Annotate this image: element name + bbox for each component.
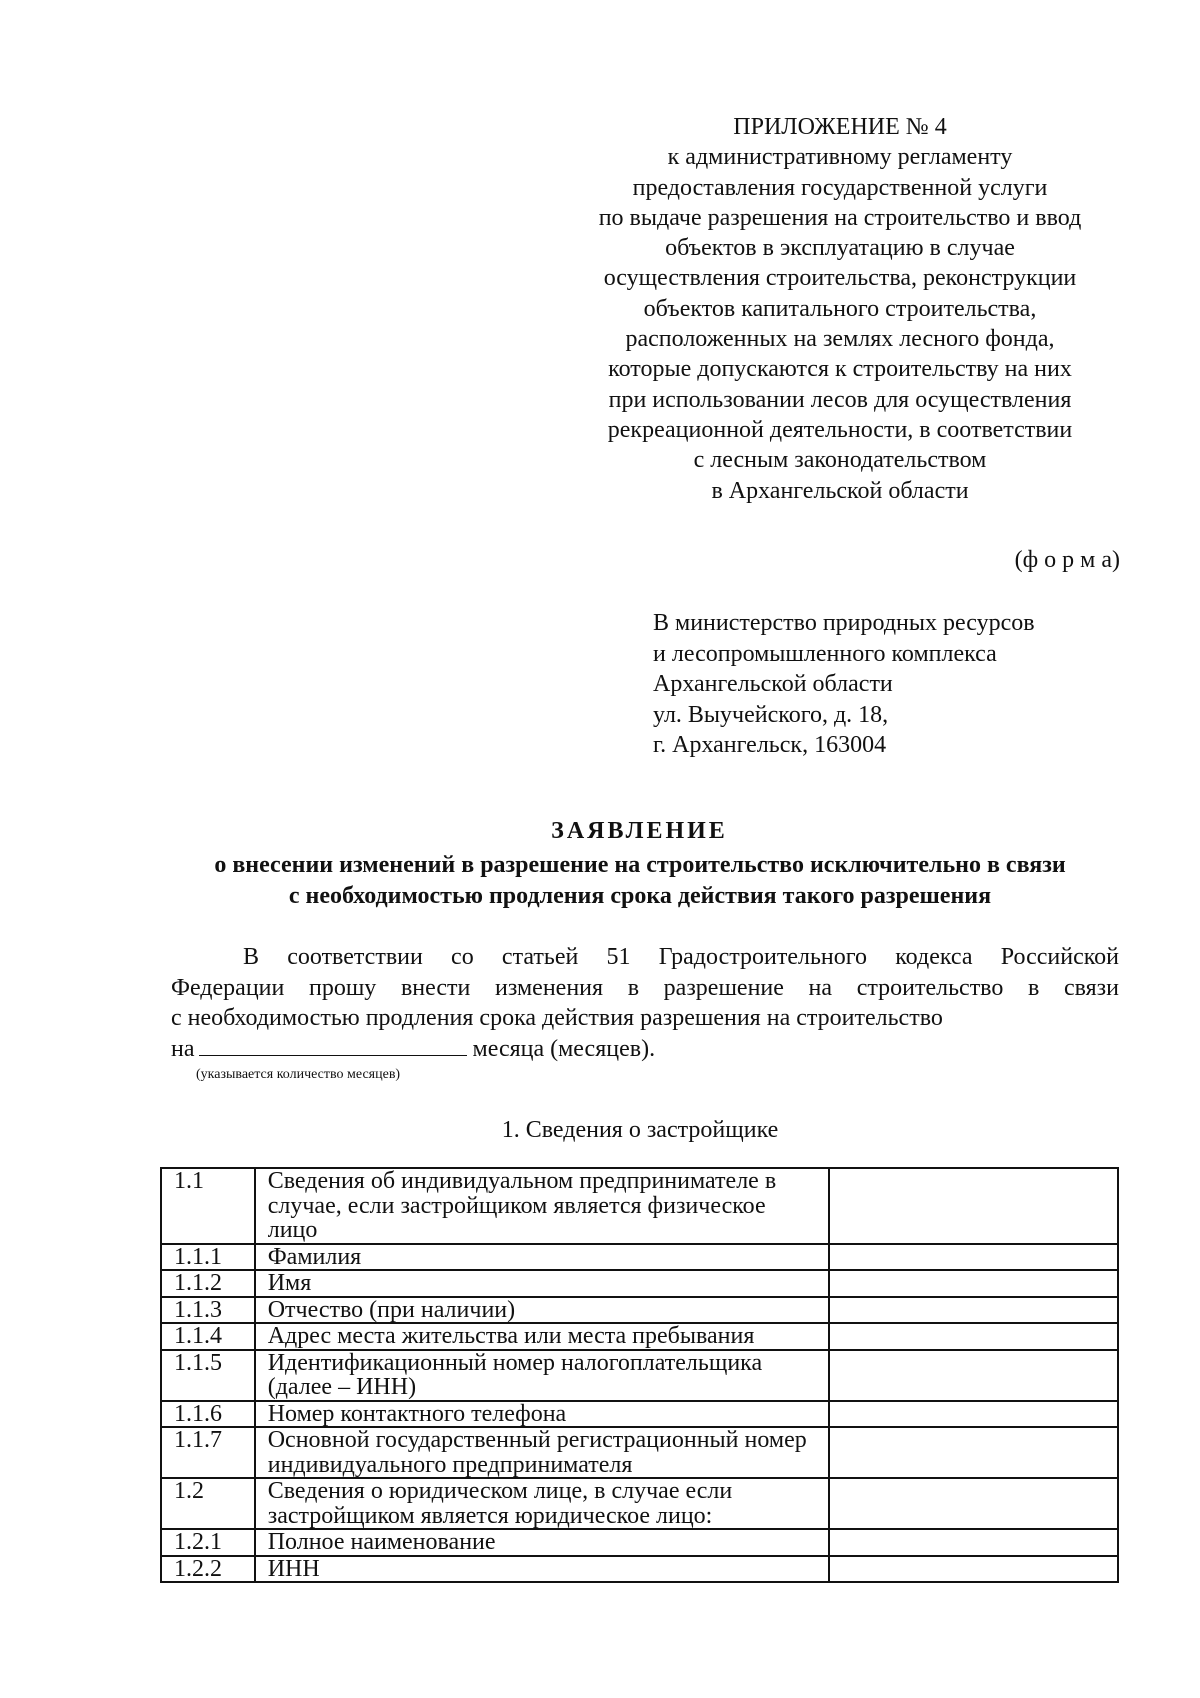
row-label: Номер контактного телефона — [255, 1401, 829, 1428]
appendix-line: в Архангельской области — [711, 477, 969, 504]
row-number: 1.1.7 — [161, 1427, 255, 1478]
form-note: (ф о р м а) — [1014, 547, 1120, 573]
row-number: 1.1.1 — [161, 1244, 255, 1271]
paragraph-line: с необходимостью продления срока действия разрешения на строительство — [171, 1005, 943, 1031]
row-label: Основной государственный регистрационный номер индивидуального предпринимателя — [255, 1427, 829, 1478]
row-number: 1.1.2 — [161, 1270, 255, 1297]
row-number: 1.1.3 — [161, 1297, 255, 1324]
table-row — [161, 1427, 1118, 1478]
appendix-line: рекреационной деятельности, в соответствии — [607, 416, 1073, 443]
addressee-line: Архангельской области — [653, 671, 893, 697]
document-subtitle — [120, 850, 1160, 912]
row-number: 1.1.4 — [161, 1323, 255, 1350]
row-label: Имя — [255, 1270, 829, 1297]
row-value-cell[interactable] — [829, 1529, 1118, 1556]
appendix-line: предоставления государственной услуги — [632, 174, 1048, 201]
table-row — [161, 1401, 1118, 1428]
table-row — [161, 1556, 1118, 1583]
row-value-cell[interactable] — [829, 1168, 1118, 1244]
row-value-cell[interactable] — [829, 1556, 1118, 1583]
row-label: Сведения об индивидуальном предпринимателе в случае, если застройщиком является физическое лицо — [255, 1168, 829, 1244]
appendix-line: с лесным законодательством — [693, 447, 987, 474]
row-label: Адрес места жительства или места пребывания — [255, 1323, 829, 1350]
developer-info-table — [160, 1167, 1119, 1583]
row-number: 1.2 — [161, 1478, 255, 1529]
appendix-line: объектов капитального строительства, — [643, 295, 1037, 322]
table-row — [161, 1244, 1118, 1271]
table-row — [161, 1323, 1118, 1350]
row-value-cell[interactable] — [829, 1270, 1118, 1297]
row-label: ИНН — [255, 1556, 829, 1583]
appendix-header — [560, 112, 1120, 506]
appendix-line: к административному регламенту — [667, 144, 1013, 171]
months-input[interactable] — [199, 1035, 467, 1056]
addressee-block — [653, 608, 1035, 761]
table-row — [161, 1350, 1118, 1401]
months-suffix: месяца (месяцев). — [472, 1035, 656, 1062]
row-label: Полное наименование — [255, 1529, 829, 1556]
row-value-cell[interactable] — [829, 1427, 1118, 1478]
request-paragraph — [171, 942, 1119, 1064]
row-value-cell[interactable] — [829, 1244, 1118, 1271]
appendix-line: осуществления строительства, реконструкции — [603, 265, 1077, 292]
row-value-cell[interactable] — [829, 1323, 1118, 1350]
appendix-line: которые допускаются к строительству на них — [608, 356, 1072, 383]
addressee-line: г. Архангельск, 163004 — [653, 732, 887, 758]
row-number: 1.1.5 — [161, 1350, 255, 1401]
row-value-cell[interactable] — [829, 1401, 1118, 1428]
row-label: Фамилия — [255, 1244, 829, 1271]
row-label: Отчество (при наличии) — [255, 1297, 829, 1324]
row-value-cell[interactable] — [829, 1297, 1118, 1324]
row-number: 1.1.6 — [161, 1401, 255, 1428]
table-row — [161, 1168, 1118, 1244]
row-number: 1.1 — [161, 1168, 255, 1244]
table-row — [161, 1478, 1118, 1529]
appendix-line: по выдаче разрешения на строительство и ввод — [598, 204, 1082, 231]
appendix-line: ПРИЛОЖЕНИЕ № 4 — [733, 114, 947, 140]
months-prefix: на — [171, 1035, 195, 1062]
addressee-line: и лесопромышленного комплекса — [653, 640, 997, 667]
subtitle-line: о внесении изменений в разрешение на строительство исключительно в связи — [214, 852, 1066, 878]
appendix-line: расположенных на землях лесного фонда, — [625, 326, 1055, 353]
section-title: 1. Сведения о застройщике — [501, 1117, 779, 1143]
document-title: ЗАЯВЛЕНИЕ — [551, 818, 728, 844]
subtitle-line: с необходимостью продления срока действия такого разрешения — [288, 883, 992, 909]
row-number: 1.2.2 — [161, 1556, 255, 1583]
row-number: 1.2.1 — [161, 1529, 255, 1556]
paragraph-line: Федерации прошу внести изменения в разрешение на строительство в связи — [171, 974, 1119, 1001]
row-label: Сведения о юридическом лице, в случае если застройщиком является юридическое лицо: — [255, 1478, 829, 1529]
row-value-cell[interactable] — [829, 1350, 1118, 1401]
paragraph-line: В соответствии со статьей 51 Градостроительного кодекса Российской — [243, 944, 1119, 970]
appendix-line: при использовании лесов для осуществления — [608, 386, 1072, 413]
months-line — [171, 1034, 1119, 1065]
table-row — [161, 1270, 1118, 1297]
months-hint: (указывается количество месяцев) — [196, 1067, 401, 1082]
table-row — [161, 1297, 1118, 1324]
table-row — [161, 1529, 1118, 1556]
row-label: Идентификационный номер налогоплательщика (далее – ИНН) — [255, 1350, 829, 1401]
row-value-cell[interactable] — [829, 1478, 1118, 1529]
addressee-line: В министерство природных ресурсов — [653, 610, 1035, 636]
addressee-line: ул. Выучейского, д. 18, — [653, 701, 889, 728]
appendix-line: объектов в эксплуатацию в случае — [665, 235, 1015, 262]
